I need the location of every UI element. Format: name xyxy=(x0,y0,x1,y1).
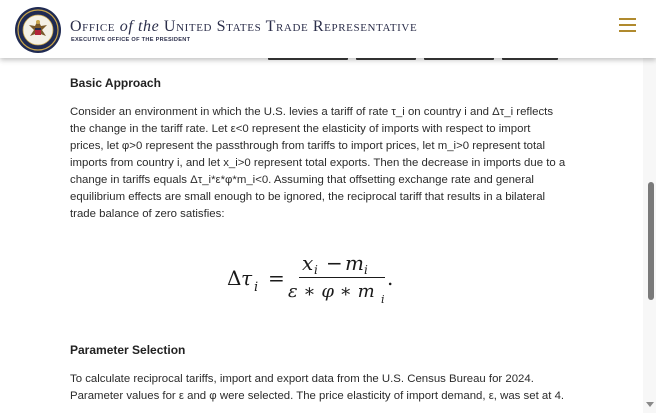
formula-minus: − xyxy=(326,251,343,275)
para-line: trade balance of zero satisfies: xyxy=(70,208,225,220)
parameter-selection-heading: Parameter Selection xyxy=(70,343,186,357)
formula-numerator-m: m xyxy=(345,251,364,275)
parameter-selection-paragraph xyxy=(70,371,578,405)
formula-numerator-x: x xyxy=(302,251,314,275)
reciprocal-tariff-formula xyxy=(225,250,405,310)
para-line: Consider an environment in which the U.S. levies a tariff of rate τ_i on country i and Δτ_i reflects xyxy=(70,106,554,118)
formula-denominator: ε ∗ φ ∗ m xyxy=(288,281,375,302)
para-line: the change in the tariff rate. Let ε<0 represent the elasticity of imports with respect to import xyxy=(70,123,531,135)
scrollbar-thumb[interactable] xyxy=(648,182,654,300)
para-line: Parameter values for ε and φ were selected. The price elasticity of import demand, ε, was set at 4. xyxy=(70,390,565,402)
para-line: imports from country i, and let x_i>0 represent total exports. Then the decrease in imports due to a xyxy=(70,157,566,169)
site-header xyxy=(0,0,656,58)
formula-subscript: i xyxy=(254,280,259,295)
para-line: prices, let φ>0 represent the passthrough from tariffs to import prices, let m_i>0 represent total xyxy=(70,140,546,152)
scroll-down-arrow-icon[interactable] xyxy=(646,402,654,407)
formula-tau: τ xyxy=(241,266,253,290)
formula-delta: Δ xyxy=(227,266,242,290)
hamburger-menu-icon[interactable] xyxy=(619,18,636,32)
title-of-the: of the xyxy=(119,18,160,35)
fraction-bar xyxy=(299,277,385,278)
para-line: change in tariffs equals Δτ_i*ε*φ*m_i<0. Assuming that offsetting exchange rate and general xyxy=(70,174,534,186)
formula-period: . xyxy=(387,266,394,290)
formula-subscript: i xyxy=(381,293,385,306)
title-office: Office xyxy=(70,18,116,35)
basic-approach-paragraph xyxy=(70,104,578,223)
formula-equals: = xyxy=(268,266,285,290)
formula-subscript: i xyxy=(364,263,368,277)
basic-approach-heading: Basic Approach xyxy=(70,76,161,90)
para-line: equilibrium effects are small enough to be ignored, the reciprocal tariff that results in a bilateral xyxy=(70,191,546,203)
site-subtitle: EXECUTIVE OFFICE OF THE PRESIDENT xyxy=(71,37,191,43)
site-title[interactable] xyxy=(70,18,417,36)
ustr-seal-icon[interactable] xyxy=(14,6,62,54)
formula-subscript: i xyxy=(314,263,318,277)
title-rest: United States Trade Representative xyxy=(163,18,418,35)
para-line: To calculate reciprocal tariffs, import and export data from the U.S. Census Bureau for 2024. xyxy=(70,373,534,385)
